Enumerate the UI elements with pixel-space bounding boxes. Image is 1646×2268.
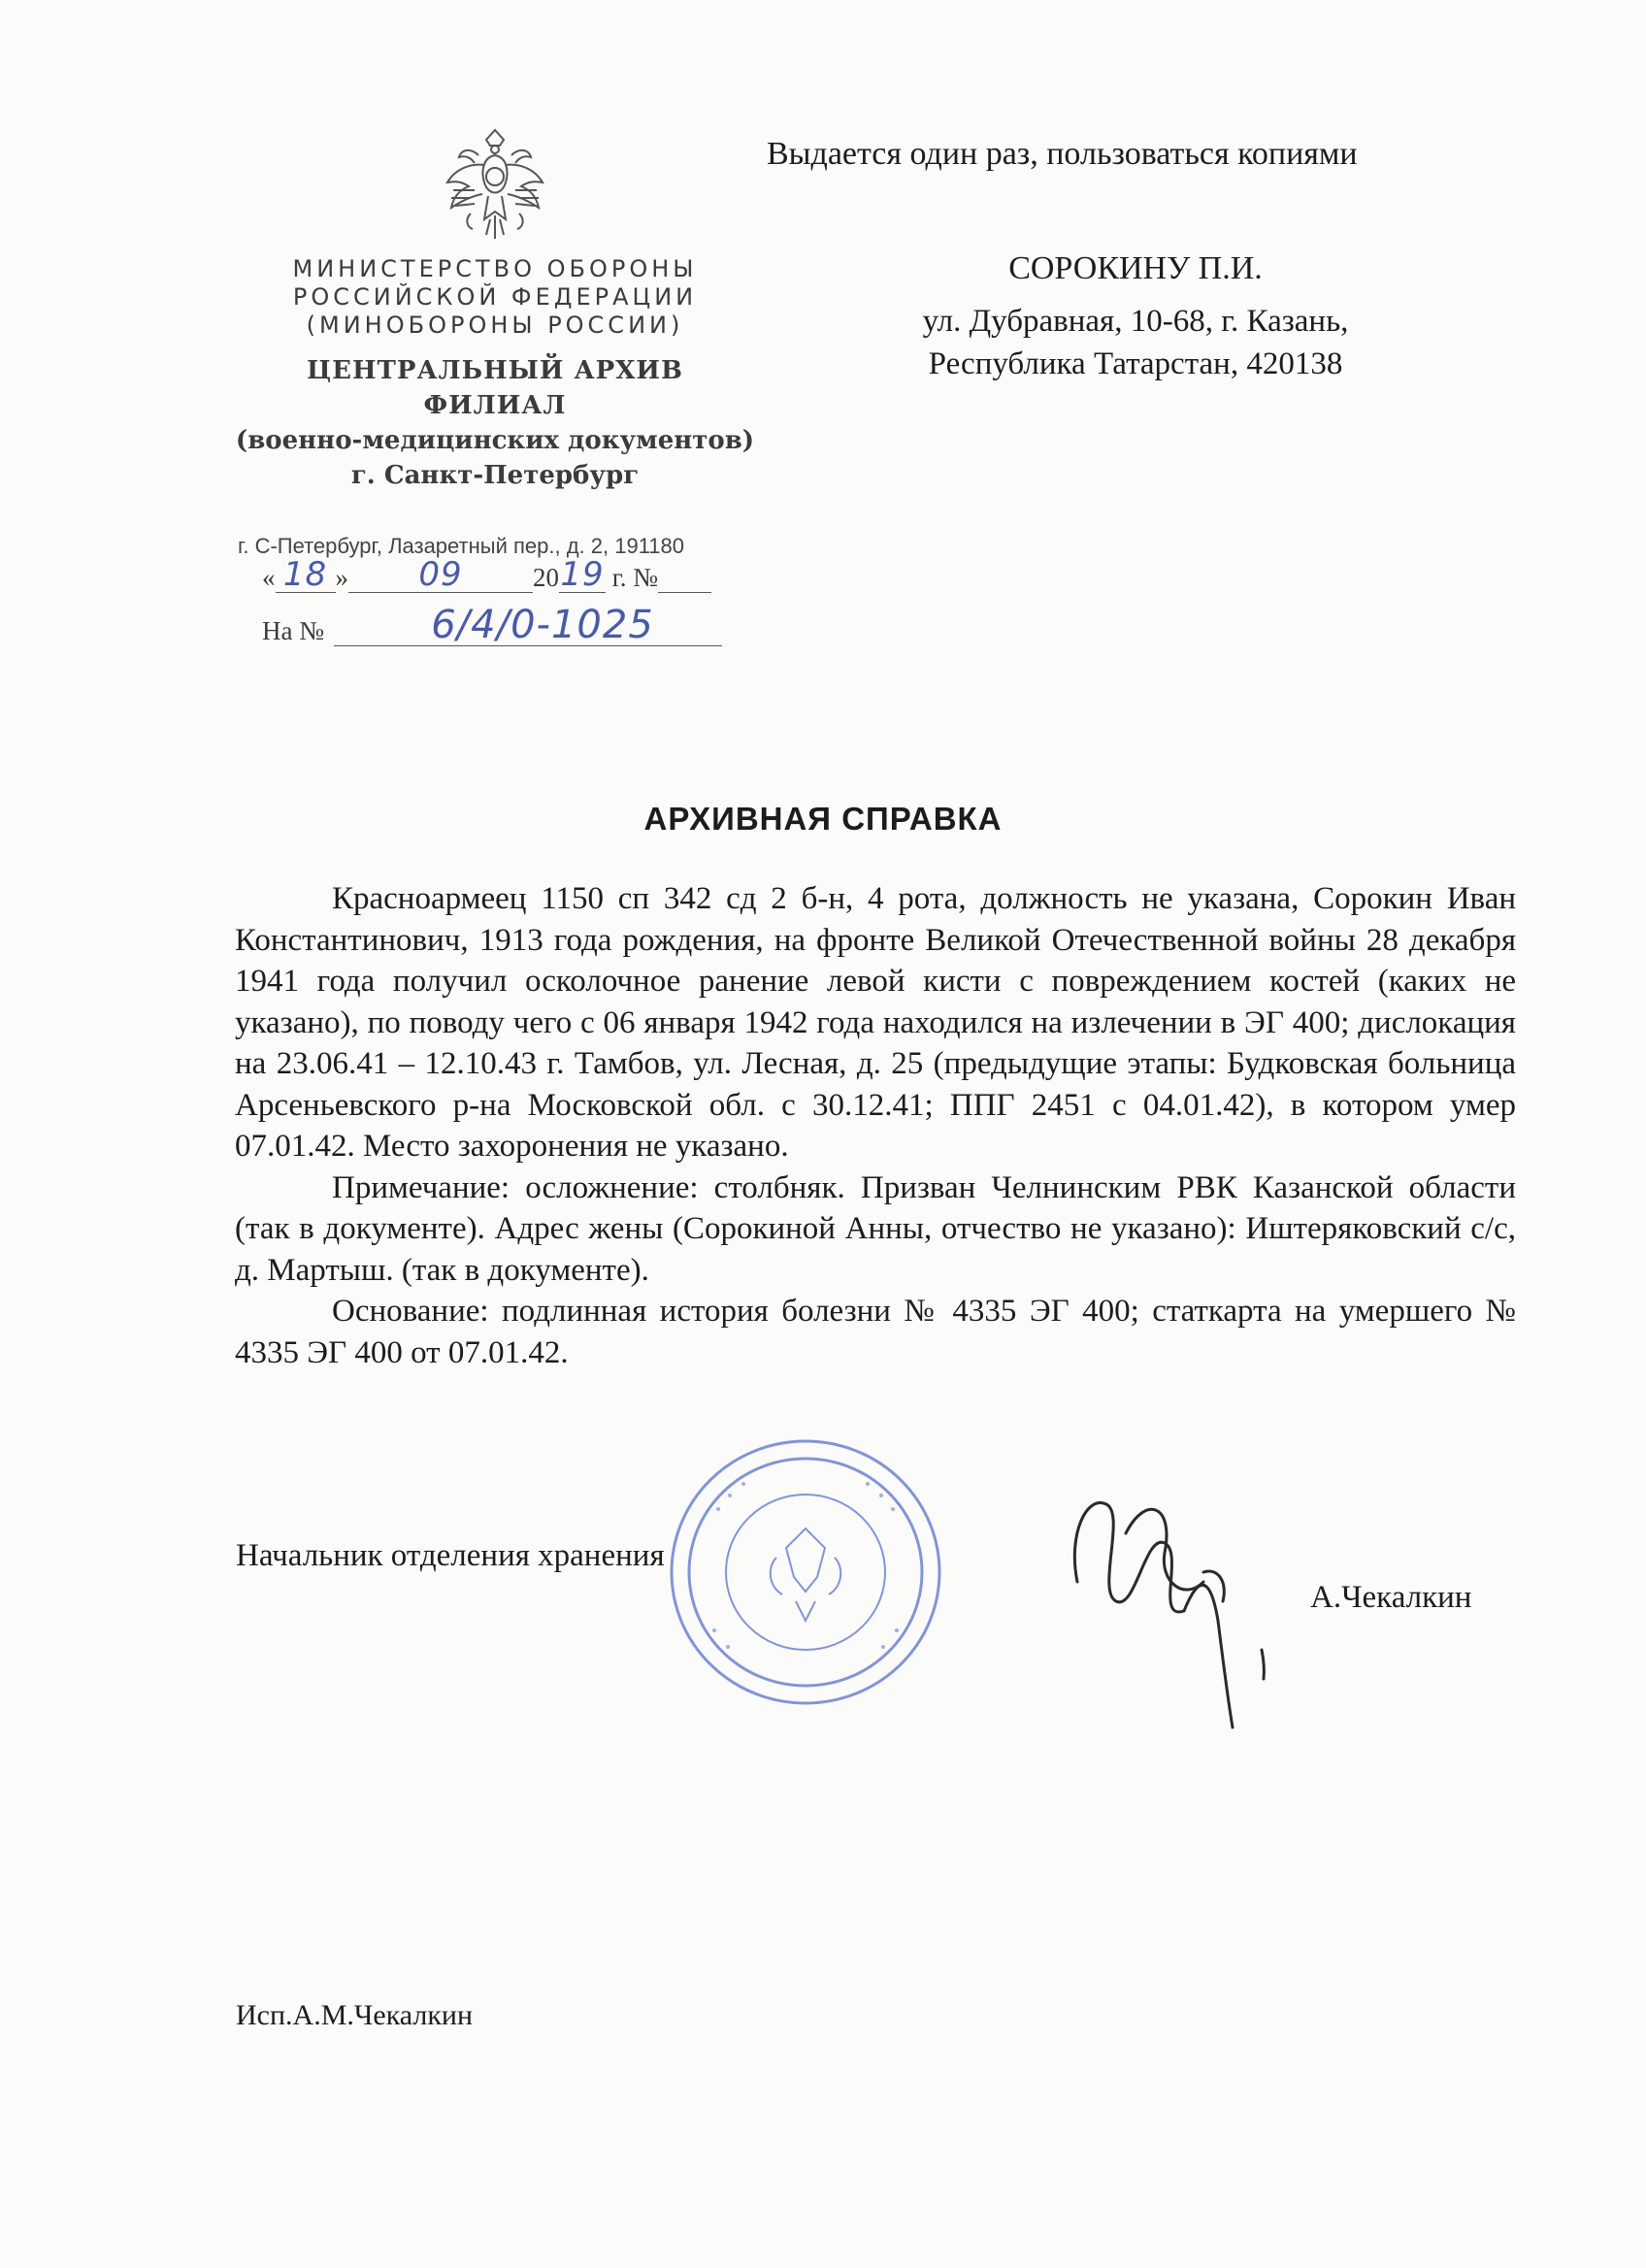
signer-position: Начальник отделения хранения [236, 1538, 665, 1573]
date-year-handwritten: 19 [560, 555, 605, 594]
recipient-address-line: ул. Дубравная, 10-68, г. Казань, [922, 304, 1349, 339]
reference-label: На № [262, 616, 324, 645]
date-month-field [348, 555, 533, 594]
archive-line: ФИЛИАЛ [423, 391, 567, 420]
recipient-address-line: Республика Татарстан, 420138 [928, 346, 1343, 381]
archive-address: г. С-Петербург, Лазаретный пер., д. 2, 191180 [238, 534, 685, 558]
ministry-name [194, 255, 796, 340]
note-paragraph: Примечание: осложнение: столбняк. Призван Челнинским РВК Казанской области (так в документе). Адрес жены (Сорокиной Анны, отчество не указано): Иштеряковский с/с, д. Мартыш. (так в документе). [235, 1169, 1516, 1288]
document-body [235, 878, 1516, 1373]
date-open-quote: « [262, 563, 276, 592]
archive-name [194, 353, 796, 493]
document-title: АРХИВНАЯ СПРАВКА [643, 801, 1003, 837]
reference-field [334, 603, 722, 647]
recipient-block [854, 247, 1417, 385]
handwritten-signature-icon [1058, 1475, 1291, 1747]
date-month-handwritten: 09 [418, 555, 463, 594]
official-round-stamp-icon [660, 1431, 951, 1713]
reference-line [262, 603, 722, 647]
issued-once-note: Выдается один раз, пользоваться копиями [767, 136, 1358, 172]
date-year-field [559, 555, 606, 594]
date-close-quote: » [335, 563, 348, 592]
reference-number-handwritten: 6/4/0-1025 [431, 603, 654, 647]
ministry-line: РОССИЙСКОЙ ФЕДЕРАЦИИ [292, 283, 698, 311]
outgoing-number-field [658, 563, 711, 593]
date-number-label: г. № [611, 563, 659, 592]
recipient-name: СОРОКИНУ П.И. [1008, 250, 1263, 286]
executor-name: Исп.А.М.Чекалкин [236, 1999, 474, 2031]
signer-name: А.Чекалкин [1310, 1580, 1472, 1615]
date-day-handwritten: 18 [282, 555, 328, 594]
date-year-prefix: 20 [533, 563, 559, 592]
body-paragraph: Красноармеец 1150 сп 342 сд 2 б-н, 4 рота, должность не указана, Сорокин Иван Константинович, 1913 года рождения, на фронте Великой Отечественной войны 28 декабря 1941 года получил осколочное ранение левой кисти с повреждением костей (каких не указано), по поводу чего с 06 января 1942 года находился на излечении в ЭГ 400; дислокация на 23.06.41 – 12.10.43 г. Тамбов, ул. Лесная, д. 25 (предыдущие этапы: Будковская больница Арсеньевского р-на Московской обл. с 30.12.41; ППГ 2451 с 04.01.42), в котором умер 07.01.42. Место захоронения не указано. [235, 881, 1516, 1164]
double-headed-eagle-emblem-icon [442, 126, 548, 247]
archive-line: (военно-медицинских документов) [235, 426, 755, 455]
archive-city: г. Санкт-Петербург [350, 461, 640, 490]
date-day-field [276, 555, 336, 594]
basis-paragraph: Основание: подлинная история болезни № 4335 ЭГ 400; статкарта на умершего № 4335 ЭГ 400 от 07.01.42. [235, 1294, 1516, 1370]
ministry-line: (МИНОБОРОНЫ РОССИИ) [306, 312, 684, 339]
outgoing-date-line [262, 555, 711, 594]
ministry-line: МИНИСТЕРСТВО ОБОРОНЫ [292, 255, 698, 282]
letterhead [194, 126, 796, 493]
archive-line: ЦЕНТРАЛЬНЫЙ АРХИВ [307, 356, 683, 385]
